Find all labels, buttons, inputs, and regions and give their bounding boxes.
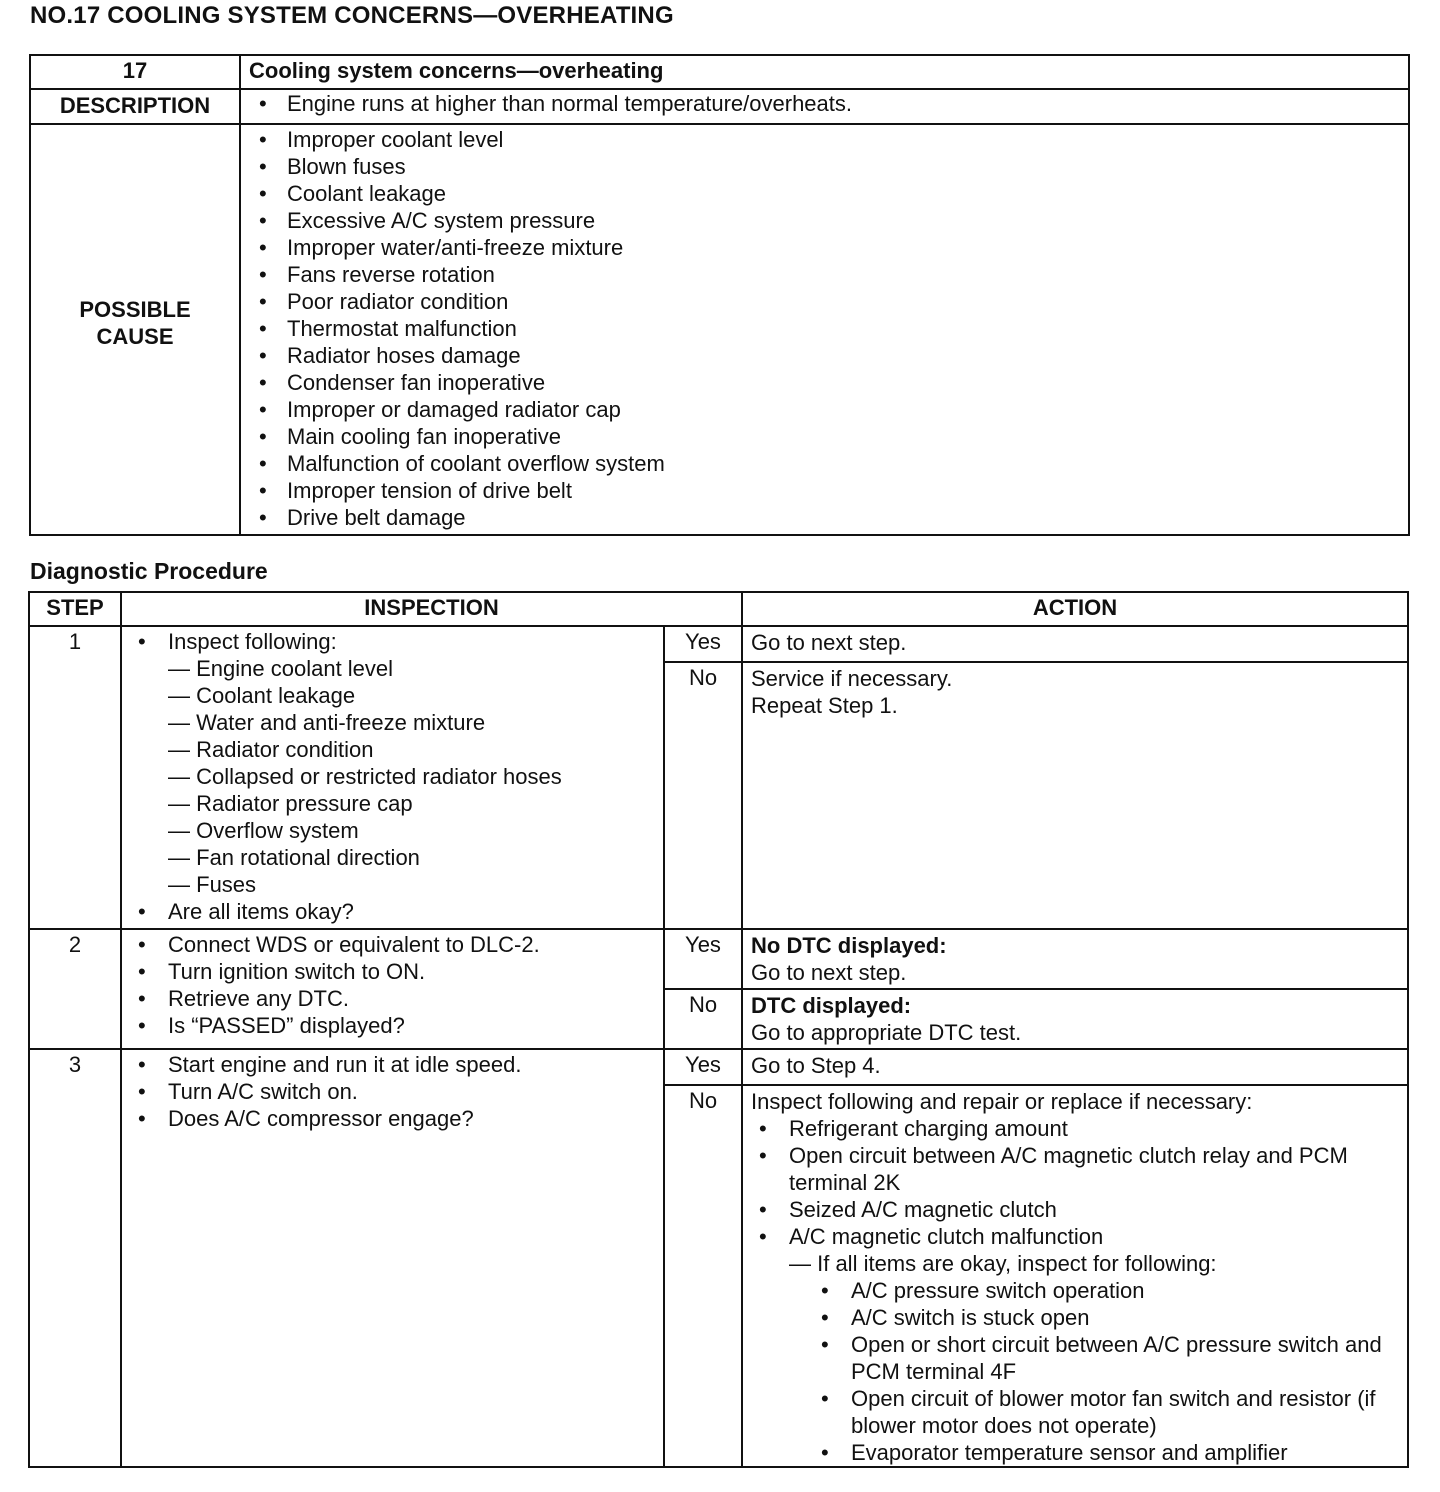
step1-inspect-intro (122, 628, 663, 898)
step3-no-item: • Seized A/C magnetic clutch (751, 1196, 1407, 1223)
symptom-name: Cooling system concerns—overheating (240, 55, 1409, 89)
yes-label: Yes (664, 929, 742, 989)
possible-cause-label (30, 124, 240, 535)
step2-yes-action (742, 929, 1408, 989)
step2-no-condition: DTC displayed: (751, 993, 912, 1018)
step1-item: — Water and anti-freeze mixture (168, 709, 663, 736)
step1-item: — Radiator condition (168, 736, 663, 763)
step3-yes-row (29, 1049, 1408, 1085)
no-label: No (664, 662, 742, 929)
step3-no-intro: Inspect following and repair or replace if necessary: (751, 1089, 1253, 1114)
description-label: DESCRIPTION (30, 89, 240, 124)
cause-item: • Blown fuses (241, 153, 1408, 180)
step3-bullet: • Does A/C compressor engage? (122, 1105, 663, 1132)
step3-inspection (121, 1049, 664, 1467)
step1-item: — Collapsed or restricted radiator hoses (168, 763, 663, 790)
cause-item: • Coolant leakage (241, 180, 1408, 207)
step1-item: — Coolant leakage (168, 682, 663, 709)
step2-yes-text: Go to next step. (751, 960, 907, 985)
step2-no-text: Go to appropriate DTC test. (751, 1020, 1022, 1045)
no-label: No (664, 989, 742, 1049)
step3-no-sub-list (751, 1277, 1407, 1466)
cause-item: • Excessive A/C system pressure (241, 207, 1408, 234)
step1-no-action-line: Repeat Step 1. (751, 693, 898, 718)
col-action-header: ACTION (742, 592, 1408, 626)
step1-item: — Radiator pressure cap (168, 790, 663, 817)
step3-yes-action: Go to Step 4. (742, 1049, 1408, 1085)
step1-no-action (742, 662, 1408, 929)
no-label: No (664, 1085, 742, 1467)
step2-yes-row (29, 929, 1408, 989)
symptom-header-row (30, 55, 1409, 89)
step2-bullet: • Retrieve any DTC. (122, 985, 663, 1012)
step3-no-item: • A/C magnetic clutch malfunction (751, 1223, 1407, 1250)
step1-item: — Fuses (168, 871, 663, 898)
cause-item: • Improper tension of drive belt (241, 477, 1408, 504)
cause-item: • Malfunction of coolant overflow system (241, 450, 1408, 477)
procedure-heading: Diagnostic Procedure (30, 558, 268, 584)
step2-no-action (742, 989, 1408, 1049)
cause-item: • Poor radiator condition (241, 288, 1408, 315)
step3-no-sub-intro: — If all items are okay, inspect for following: (789, 1251, 1217, 1276)
description-row (30, 89, 1409, 124)
col-inspection-header: INSPECTION (121, 592, 742, 626)
possible-cause-list-cell (240, 124, 1409, 535)
step2-yes-condition: No DTC displayed: (751, 933, 947, 958)
col-step-header: STEP (29, 592, 121, 626)
cause-item: • Fans reverse rotation (241, 261, 1408, 288)
step2-bullet: • Connect WDS or equivalent to DLC-2. (122, 931, 663, 958)
procedure-header-row (29, 592, 1408, 626)
step3-no-sub-item: • Open or short circuit between A/C pressure switch and PCM terminal 4F (751, 1331, 1407, 1385)
step1-item: — Fan rotational direction (168, 844, 663, 871)
step1-inspect-text: • Inspect following: (168, 629, 337, 654)
step3-no-sub-item: • A/C pressure switch operation (751, 1277, 1407, 1304)
description-text: • Engine runs at higher than normal temperature/overheats. (241, 90, 1408, 117)
step1-no-action-line: Service if necessary. (751, 666, 953, 691)
possible-cause-label-line2: CAUSE (96, 323, 174, 349)
cause-item: • Radiator hoses damage (241, 342, 1408, 369)
step2-inspection (121, 929, 664, 1049)
step3-no-list (751, 1115, 1407, 1250)
step3-no-sub-item: • Open circuit of blower motor fan switch and resistor (if blower motor does not operate) (751, 1385, 1407, 1439)
step3-no-item: • Open circuit between A/C magnetic clutch relay and PCM terminal 2K (751, 1142, 1407, 1196)
step2-bullet: • Turn ignition switch to ON. (122, 958, 663, 985)
possible-cause-list (241, 126, 1408, 531)
cause-item: • Improper water/anti-freeze mixture (241, 234, 1408, 261)
procedure-table (28, 591, 1409, 1468)
step3-no-item: • Refrigerant charging amount (751, 1115, 1407, 1142)
cause-item: • Main cooling fan inoperative (241, 423, 1408, 450)
cause-item: • Improper or damaged radiator cap (241, 396, 1408, 423)
step3-no-sub-item: • Evaporator temperature sensor and amplifier (751, 1439, 1407, 1466)
step3-bullet: • Start engine and run it at idle speed. (122, 1051, 663, 1078)
step1-yes-row (29, 626, 1408, 662)
step-number: 1 (29, 626, 121, 929)
page-title: NO.17 COOLING SYSTEM CONCERNS—OVERHEATING (30, 2, 674, 29)
step2-bullet: • Is “PASSED” displayed? (122, 1012, 663, 1039)
yes-label: Yes (664, 1049, 742, 1085)
possible-cause-row (30, 124, 1409, 535)
step1-item: — Engine coolant level (168, 655, 663, 682)
step1-item-list (168, 655, 663, 898)
step1-inspection (121, 626, 664, 929)
cause-item: • Thermostat malfunction (241, 315, 1408, 342)
step1-yes-action: Go to next step. (742, 626, 1408, 662)
step3-bullet: • Turn A/C switch on. (122, 1078, 663, 1105)
yes-label: Yes (664, 626, 742, 662)
cause-item: • Improper coolant level (241, 126, 1408, 153)
step-number: 2 (29, 929, 121, 1049)
cause-item: • Condenser fan inoperative (241, 369, 1408, 396)
symptom-number: 17 (30, 55, 240, 89)
step1-question: • Are all items okay? (122, 898, 663, 925)
step1-item: — Overflow system (168, 817, 663, 844)
description-cell (240, 89, 1409, 124)
step3-no-sub-item: • A/C switch is stuck open (751, 1304, 1407, 1331)
possible-cause-label-line1: POSSIBLE (79, 296, 191, 322)
step-number: 3 (29, 1049, 121, 1467)
step3-no-action (742, 1085, 1408, 1467)
cause-item: • Drive belt damage (241, 504, 1408, 531)
symptom-table (29, 54, 1410, 536)
